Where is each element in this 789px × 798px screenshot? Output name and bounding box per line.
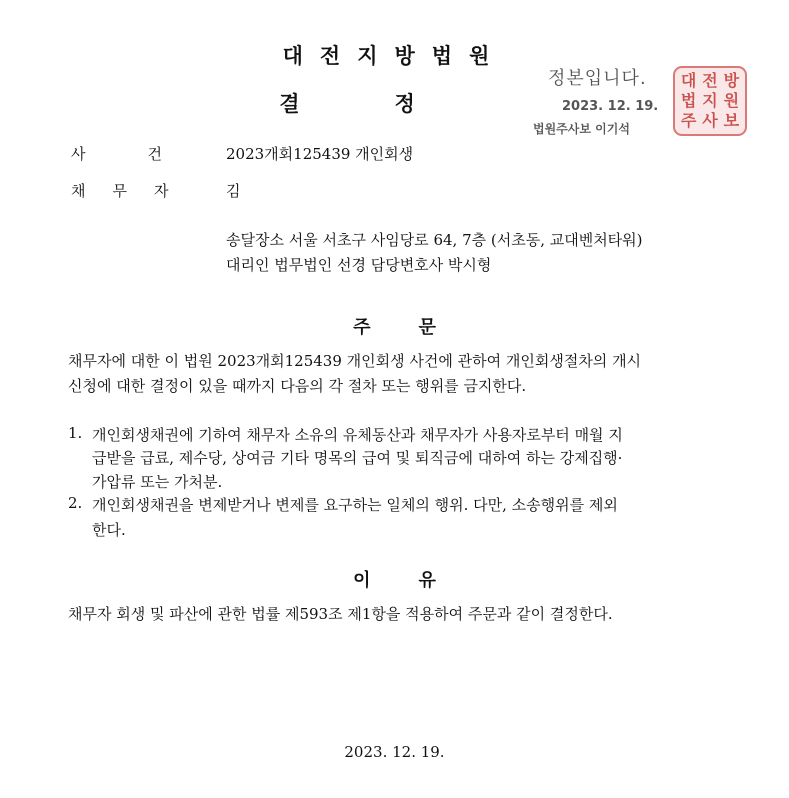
seal-char: 주 [680, 111, 697, 130]
seal-char: 지 [702, 91, 718, 110]
seal-char: 법 [680, 91, 697, 110]
court-name: 대전지방법원 [282, 44, 507, 68]
debtor-value: 김 [226, 182, 241, 200]
document-type-title: 결정 [279, 92, 510, 116]
certified-copy-label: 정본입니다. [548, 68, 647, 89]
reason-text: 채무자 회생 및 파산에 관한 법률 제593조 제1항을 적용하여 주문과 같이 결정한다. [68, 605, 613, 623]
certified-copy-date: 2023. 12. 19. [562, 99, 659, 114]
order-heading: 주문 [353, 317, 484, 338]
court-seal [673, 66, 747, 136]
order-item-number: 2. [68, 494, 83, 512]
case-value: 2023개회125439 개인회생 [226, 145, 414, 163]
seal-char: 보 [723, 111, 740, 130]
order-item-number: 1. [68, 424, 83, 442]
order-item-line: 한다. [92, 521, 126, 539]
reason-heading: 이유 [353, 570, 484, 591]
seal-char: 원 [723, 91, 740, 110]
seal-char: 전 [702, 71, 718, 90]
order-item-line: 급받을 급료, 제수당, 상여금 기타 명목의 급여 및 퇴직금에 대하여 하는 강제집행· [92, 449, 623, 467]
certified-copy-officer: 법원주사보 이기석 [533, 122, 630, 136]
seal-char: 사 [702, 111, 718, 130]
seal-char: 방 [723, 71, 740, 90]
order-intro-line: 신청에 대한 결정이 있을 때까지 다음의 각 절차 또는 행위를 금지한다. [68, 377, 527, 395]
order-intro-line: 채무자에 대한 이 법원 2023개회125439 개인회생 사건에 관하여 개인회생절차의 개시 [68, 352, 642, 370]
debtor-label: 채무자 [71, 182, 196, 200]
legal-agent: 대리인 법무법인 선경 담당변호사 박시형 [226, 256, 492, 274]
service-address: 송달장소 서울 서초구 사임당로 64, 7층 (서초동, 교대벤처타워) [226, 231, 643, 249]
decision-date: 2023. 12. 19. [344, 743, 445, 761]
order-item-line: 개인회생채권을 변제받거나 변제를 요구하는 일체의 행위. 다만, 소송행위를 제외 [92, 496, 618, 514]
order-item-line: 개인회생채권에 기하여 채무자 소유의 유체동산과 채무자가 사용자로부터 매월 지 [92, 426, 623, 444]
order-item-line: 가압류 또는 가처분. [92, 473, 223, 491]
seal-char: 대 [680, 71, 697, 90]
case-label: 사건 [71, 145, 224, 163]
